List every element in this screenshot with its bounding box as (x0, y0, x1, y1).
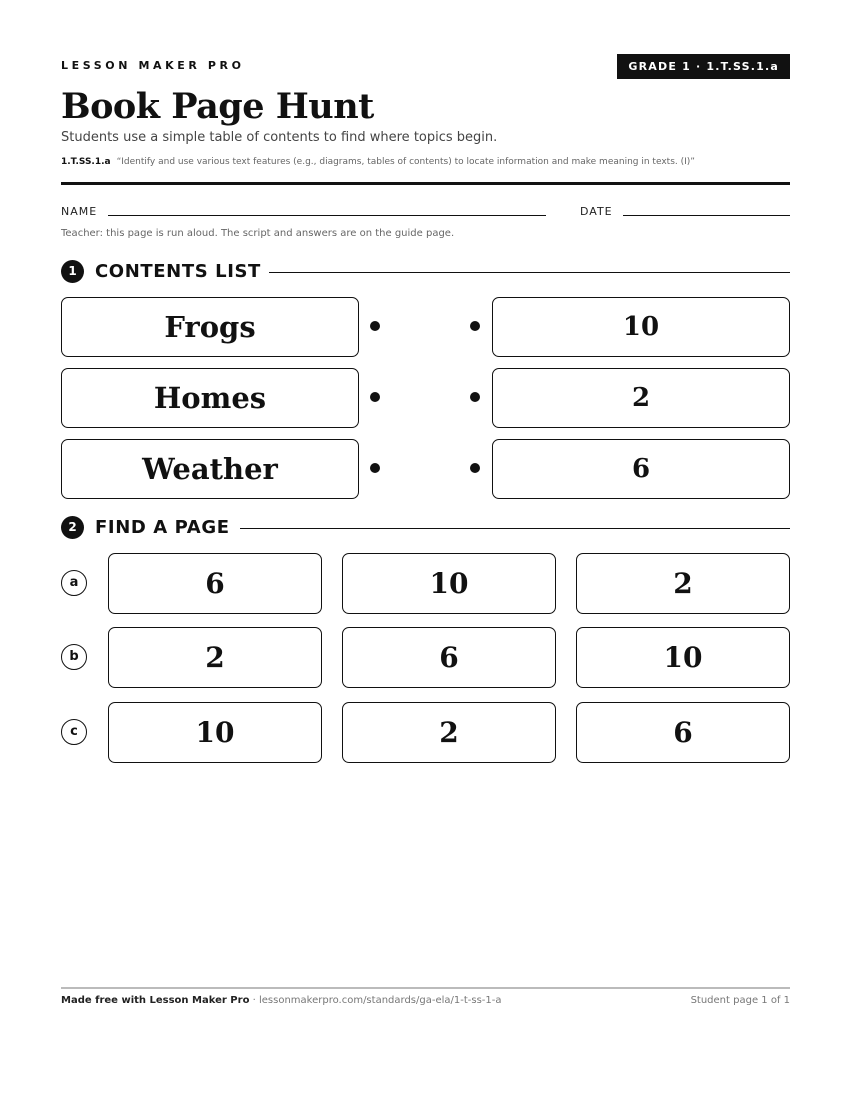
choice-box[interactable]: 10 (576, 627, 790, 688)
match-dot-right[interactable] (470, 392, 480, 402)
page-title: Book Page Hunt (61, 86, 374, 127)
choice-box[interactable]: 10 (108, 702, 322, 763)
topic-box-weather[interactable]: Weather (61, 439, 359, 499)
footer-url[interactable]: · lessonmakerpro.com/standards/ga-ela/1-t-ss-1-a (249, 995, 502, 1006)
date-label: DATE (580, 205, 613, 218)
section-title: FIND A PAGE (95, 517, 230, 538)
footer-made-with: Made free with Lesson Maker Pro (61, 995, 250, 1006)
worksheet-page (61, 0, 790, 1100)
page-subtitle: Students use a simple table of contents to find where topics begin. (61, 130, 498, 145)
section-number-badge: 2 (61, 516, 84, 539)
date-field[interactable] (623, 215, 790, 216)
row-letter-c: c (61, 719, 87, 745)
standard-code: 1.T.SS.1.a (61, 157, 111, 167)
choice-box[interactable]: 2 (576, 553, 790, 614)
row-letter-a: a (61, 570, 87, 596)
row-letter-b: b (61, 644, 87, 670)
footer-page-info: Student page 1 of 1 (690, 995, 790, 1006)
section-rule (269, 272, 790, 273)
standard-text: “Identify and use various text features (e.g., diagrams, tables of contents) to locate information and make meaning in texts. (I)” (116, 157, 695, 167)
match-dot-left[interactable] (370, 392, 380, 402)
match-dot-right[interactable] (470, 463, 480, 473)
page-number-box[interactable]: 2 (492, 368, 790, 428)
grade-badge: GRADE 1 · 1.T.SS.1.a (617, 54, 790, 79)
match-dot-left[interactable] (370, 321, 380, 331)
choice-box[interactable]: 6 (576, 702, 790, 763)
name-field[interactable] (108, 215, 546, 216)
match-dot-left[interactable] (370, 463, 380, 473)
choice-box[interactable]: 6 (108, 553, 322, 614)
brand-name: LESSON MAKER PRO (61, 59, 245, 72)
teacher-note: Teacher: this page is run aloud. The script and answers are on the guide page. (61, 228, 455, 239)
choice-box[interactable]: 10 (342, 553, 556, 614)
section-number-badge: 1 (61, 260, 84, 283)
section-rule (240, 528, 790, 529)
choice-box[interactable]: 6 (342, 627, 556, 688)
footer-divider (61, 987, 790, 989)
section-find-a-page (61, 516, 790, 540)
page-number-box[interactable]: 6 (492, 439, 790, 499)
choice-box[interactable]: 2 (342, 702, 556, 763)
footer-credit (61, 995, 502, 1006)
page-number-box[interactable]: 10 (492, 297, 790, 357)
standard-line (61, 157, 695, 167)
section-title: CONTENTS LIST (95, 261, 261, 282)
header-divider (61, 182, 790, 185)
match-dot-right[interactable] (470, 321, 480, 331)
name-label: NAME (61, 205, 98, 218)
choice-box[interactable]: 2 (108, 627, 322, 688)
topic-box-homes[interactable]: Homes (61, 368, 359, 428)
topic-box-frogs[interactable]: Frogs (61, 297, 359, 357)
section-contents-list (61, 260, 790, 284)
